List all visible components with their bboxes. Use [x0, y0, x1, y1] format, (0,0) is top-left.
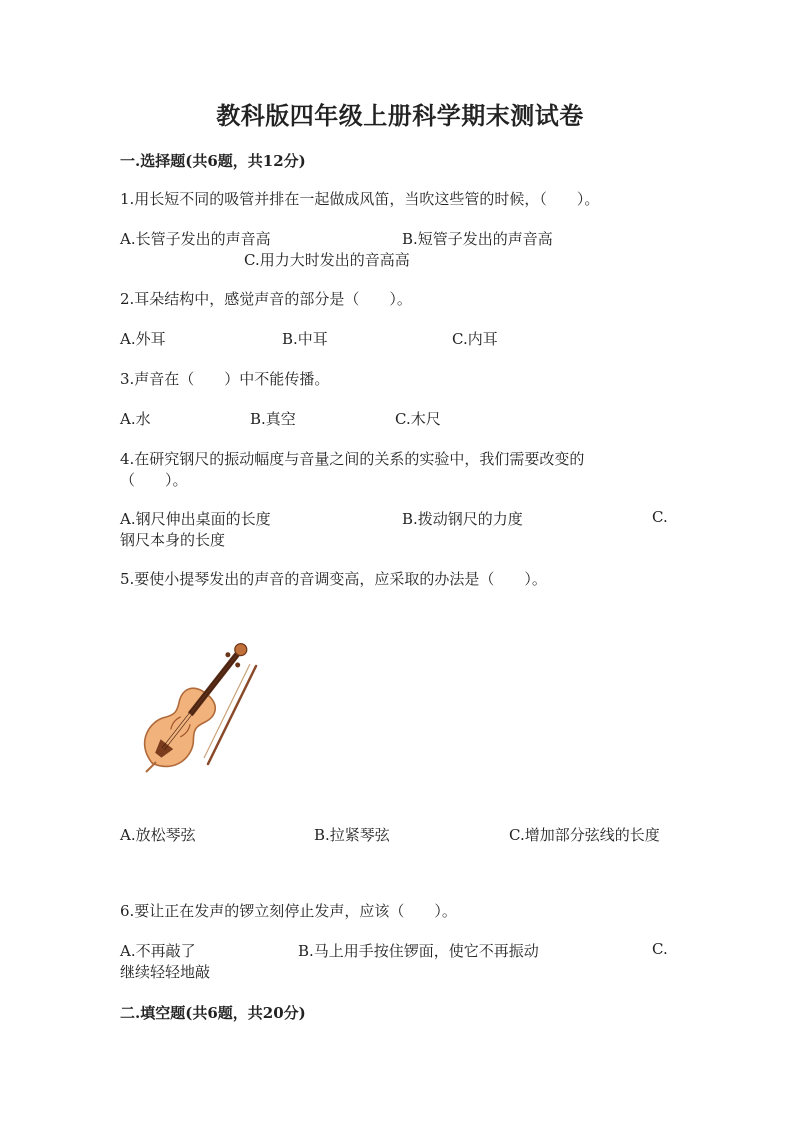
section-heading-choice: 一.选择题(共6题，共12分)	[120, 152, 306, 170]
q1-option-a: A.长管子发出的声音高	[120, 230, 271, 248]
question-1: 1.用长短不同的吸管并排在一起做成风笛，当吹这些管的时候，（ ）。	[120, 190, 600, 208]
section-heading-fill: 二.填空题(共6题，共20分)	[120, 1004, 306, 1022]
q3-option-a: A.水	[120, 410, 151, 428]
q2-option-b: B.中耳	[282, 330, 328, 348]
q2-option-a: A.外耳	[120, 330, 166, 348]
violin-illustration	[116, 622, 266, 782]
q3-option-c: C.木尺	[395, 410, 441, 428]
q5-option-c: C.增加部分弦线的长度	[509, 826, 660, 844]
q4-option-b: B.拨动钢尺的力度	[402, 510, 523, 528]
q2-option-c: C.内耳	[452, 330, 498, 348]
q1-option-b: B.短管子发出的声音高	[402, 230, 553, 248]
q4-option-c-text: 钢尺本身的长度	[120, 531, 226, 549]
q1-option-c: C.用力大时发出的音高高	[244, 251, 410, 269]
q6-option-a: A.不再敲了	[120, 942, 196, 960]
q6-option-c-text: 继续轻轻地敲	[120, 963, 211, 981]
question-4: 4.在研究钢尺的振动幅度与音量之间的关系的实验中，我们需要改变的	[120, 450, 585, 468]
q4-option-a: A.钢尺伸出桌面的长度	[120, 510, 271, 528]
question-4-continued: （ ）。	[120, 471, 188, 489]
q6-option-b: B.马上用手按住锣面，使它不再振动	[298, 942, 539, 960]
q6-option-c-label: C.	[652, 940, 668, 958]
question-2: 2.耳朵结构中，感觉声音的部分是（ ）。	[120, 290, 412, 308]
q4-option-c-label: C.	[652, 508, 668, 526]
q3-option-b: B.真空	[250, 410, 296, 428]
question-6: 6.要让正在发声的锣立刻停止发声，应该（ ）。	[120, 902, 457, 920]
page-title: 教科版四年级上册科学期末测试卷	[216, 101, 584, 130]
q5-option-b: B.拉紧琴弦	[314, 826, 390, 844]
q5-option-a: A.放松琴弦	[120, 826, 196, 844]
question-3: 3.声音在（ ）中不能传播。	[120, 370, 330, 388]
question-5: 5.要使小提琴发出的声音的音调变高，应采取的办法是（ ）。	[120, 570, 547, 588]
